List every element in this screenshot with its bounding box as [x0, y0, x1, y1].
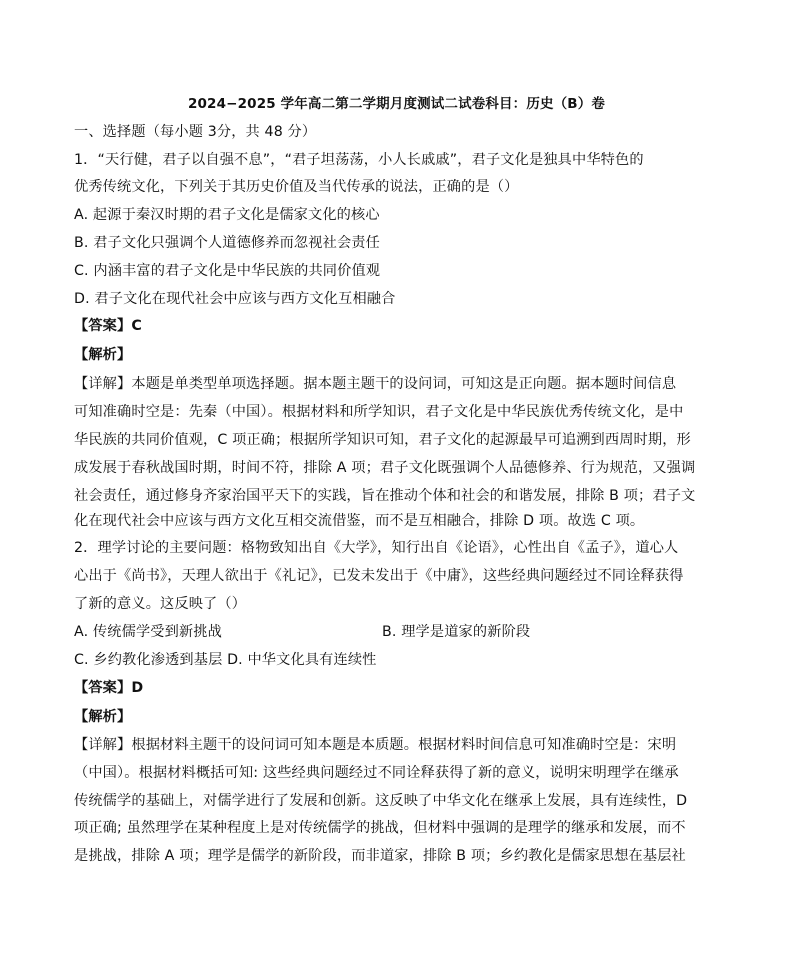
q1-option-b: B. 君子文化只强调个人道德修养而忽视社会责任 [74, 235, 380, 251]
q1-option-c: C. 内涵丰富的君子文化是中华民族的共同价值观 [74, 263, 381, 279]
q2-answer: 【答案】D [74, 680, 144, 696]
section-heading: 一、选择题（每小题 3分，共 48 分） [74, 124, 317, 140]
q2-option-a: A. 传统儒学受到新挑战 [74, 624, 222, 640]
q1-option-d: D. 君子文化在现代社会中应该与西方文化互相融合 [74, 291, 396, 307]
q1-detail-line-1: 【详解】本题是单类型单项选择题。据本题主题干的设问词，可知这是正向题。据本题时间信息 [74, 376, 677, 392]
q2-option-cd: C. 乡约教化渗透到基层 D. 中华文化具有连续性 [74, 652, 377, 668]
q1-detail-line-4: 成发展于春秋战国时期，时间不符，排除 A 项；君子文化既强调个人品德修养、行为规范，又强调 [74, 460, 696, 476]
q2-analysis-heading: 【解析】 [74, 709, 132, 725]
q1-stem-line-2: 优秀传统文化，下列关于其历史价值及当代传承的说法，正确的是（） [74, 179, 519, 195]
q2-detail-line-5: 是挑战，排除 A 项；理学是儒学的新阶段，而非道家，排除 B 项；乡约教化是儒家思想在基层社 [74, 848, 686, 864]
q2-detail-line-1: 【详解】根据材料主题干的设问词可知本题是本质题。根据材料时间信息可知准确时空是：宋明 [74, 737, 677, 753]
q2-detail-line-4: 项正确; 虽然理学在某种程度上是对传统儒学的挑战，但材料中强调的是理学的继承和发展，而不 [74, 820, 686, 836]
page-title: 2024−2025 学年高二第二学期月度测试二试卷科目：历史（B）卷 [187, 96, 606, 112]
q1-detail-line-2: 可知准确时空是：先秦（中国）。根据材料和所学知识，君子文化是中华民族优秀传统文化，是中 [74, 404, 684, 420]
q1-analysis-heading: 【解析】 [74, 347, 132, 363]
q1-detail-line-5: 社会责任，通过修身齐家治国平天下的实践，旨在推动个体和社会的和谐发展，排除 B 项；君子文 [74, 488, 696, 504]
q2-stem-line-3: 了新的意义。这反映了（） [74, 596, 247, 612]
q1-answer: 【答案】C [74, 318, 142, 334]
q1-stem-line-1: 1．“天行健，君子以自强不息”，“君子坦荡荡，小人长戚戚”，君子文化是独具中华特色的 [74, 152, 644, 168]
q2-detail-line-2: （中国）。根据材料概括可知: 这些经典问题经过不同诠释获得了新的意义，说明宋明理学在继承 [74, 765, 679, 781]
q2-stem-line-1: 2．理学讨论的主要问题：格物致知出自《大学》，知行出自《论语》，心性出自《孟子》，道心人 [74, 540, 679, 556]
q1-option-a: A. 起源于秦汉时期的君子文化是儒家文化的核心 [74, 207, 380, 223]
q1-detail-line-3: 华民族的共同价值观，C 项正确；根据所学知识可知，君子文化的起源最早可追溯到西周时期，形 [74, 432, 691, 448]
q2-stem-line-2: 心出于《尚书》，天理人欲出于《礼记》，已发未发出于《中庸》，这些经典问题经过不同诠释获得 [74, 568, 684, 584]
q2-option-b: B. 理学是道家的新阶段 [382, 624, 531, 640]
q1-detail-line-6: 化在现代社会中应该与西方文化互相交流借鉴，而不是互相融合，排除 D 项。故选 C 项。 [74, 513, 645, 529]
q2-detail-line-3: 传统儒学的基础上，对儒学进行了发展和创新。这反映了中华文化在继承上发展，具有连续性，D [74, 793, 688, 809]
